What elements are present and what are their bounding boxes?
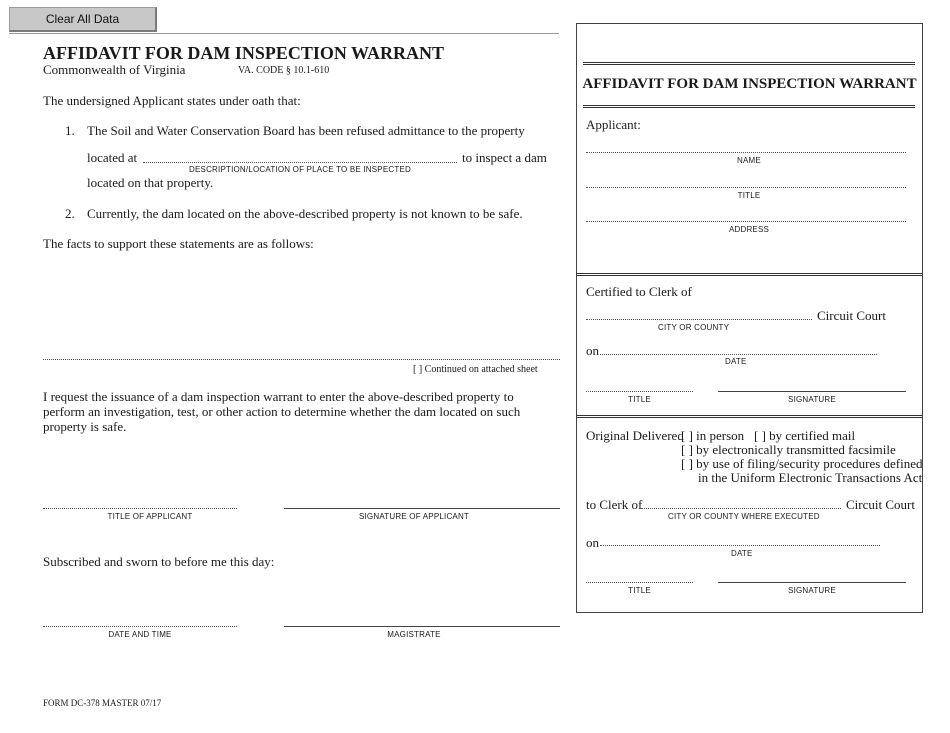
applicant-title-caption: TITLE xyxy=(737,191,761,200)
date-caption-2: DATE xyxy=(731,549,753,558)
item-1-number: 1. xyxy=(65,123,75,138)
on-label: on xyxy=(586,343,599,358)
date-and-time-caption: DATE AND TIME xyxy=(108,630,172,639)
address-field[interactable] xyxy=(586,221,906,222)
signature-of-applicant-field[interactable] xyxy=(284,508,560,509)
intro-text: The undersigned Applicant states under oath that: xyxy=(43,93,301,108)
location-caption: DESCRIPTION/LOCATION OF PLACE TO BE INSPECTED xyxy=(189,165,411,174)
panel-rule-top xyxy=(583,62,915,65)
in-person-checkbox[interactable]: [ ] in person xyxy=(681,428,745,443)
title-of-applicant-caption: TITLE OF APPLICANT xyxy=(107,512,193,521)
panel-divider-1 xyxy=(576,273,923,276)
clear-all-data-button[interactable]: Clear All Data xyxy=(9,7,157,32)
continued-checkbox[interactable]: [ ] Continued on attached sheet xyxy=(413,364,538,375)
location-field[interactable] xyxy=(143,162,457,163)
certified-title-field[interactable] xyxy=(586,391,693,392)
form-title: AFFIDAVIT FOR DAM INSPECTION WARRANT xyxy=(43,43,445,63)
certified-city-field[interactable] xyxy=(586,319,812,320)
va-code-label: VA. CODE § 10.1-610 xyxy=(238,65,330,76)
executed-city-field[interactable] xyxy=(641,508,841,509)
request-line-2: perform an investigation, test, or other action to determine whether the dam located on such xyxy=(43,404,521,419)
circuit-court-label-2: Circuit Court xyxy=(846,497,915,512)
header-rule xyxy=(9,33,559,34)
magistrate-field[interactable] xyxy=(284,626,560,627)
to-clerk-label: to Clerk of xyxy=(586,497,643,512)
executed-title-field[interactable] xyxy=(586,582,693,583)
request-line-3: property is safe. xyxy=(43,419,127,434)
applicant-label: Applicant: xyxy=(586,117,641,132)
certified-signature-caption: SIGNATURE xyxy=(788,395,836,404)
item-2-text: Currently, the dam located on the above-described property is not known to be safe. xyxy=(87,206,523,221)
city-county-caption: CITY OR COUNTY xyxy=(658,323,730,332)
item-2-number: 2. xyxy=(65,206,75,221)
executed-title-caption: TITLE xyxy=(628,586,651,595)
executed-signature-caption: SIGNATURE xyxy=(788,586,836,595)
filing-security-checkbox[interactable]: [ ] by use of filing/security procedures defined xyxy=(681,456,923,471)
certified-date-field[interactable] xyxy=(600,354,877,355)
signature-of-applicant-caption: SIGNATURE OF APPLICANT xyxy=(358,512,470,521)
to-inspect-label: to inspect a dam xyxy=(462,150,547,165)
date-caption: DATE xyxy=(725,357,747,366)
circuit-court-label: Circuit Court xyxy=(817,308,886,323)
certified-title-caption: TITLE xyxy=(628,395,651,404)
executed-signature-field[interactable] xyxy=(718,582,906,583)
executed-date-field[interactable] xyxy=(600,545,880,546)
certified-mail-checkbox[interactable]: [ ] by certified mail xyxy=(754,428,856,443)
panel-rule-bottom xyxy=(583,105,915,108)
name-caption: NAME xyxy=(737,156,761,165)
original-delivered-label: Original Delivered xyxy=(586,428,684,443)
facsimile-checkbox[interactable]: [ ] by electronically transmitted facsimile xyxy=(681,442,896,457)
subscribed-text: Subscribed and sworn to before me this day: xyxy=(43,554,275,569)
executed-city-caption: CITY OR COUNTY WHERE EXECUTED xyxy=(668,512,820,521)
filing-security-text: in the Uniform Electronic Transactions Act xyxy=(698,470,923,485)
request-line-1: I request the issuance of a dam inspection warrant to enter the above-described property to xyxy=(43,389,514,404)
title-of-applicant-field[interactable] xyxy=(43,508,237,509)
facts-textarea[interactable] xyxy=(43,252,560,357)
address-caption: ADDRESS xyxy=(728,225,770,234)
magistrate-caption: MAGISTRATE xyxy=(387,630,441,639)
date-and-time-field[interactable] xyxy=(43,626,237,627)
certified-signature-field[interactable] xyxy=(718,391,906,392)
panel-divider-2 xyxy=(576,415,923,418)
commonwealth-label: Commonwealth of Virginia xyxy=(43,62,186,77)
certified-label: Certified to Clerk of xyxy=(586,284,692,299)
applicant-title-field[interactable] xyxy=(586,187,906,188)
form-number: FORM DC-378 MASTER 07/17 xyxy=(43,698,162,708)
item-1-text: The Soil and Water Conservation Board has been refused admittance to the property xyxy=(87,123,525,138)
panel-title: AFFIDAVIT FOR DAM INSPECTION WARRANT xyxy=(582,76,917,92)
facts-line xyxy=(43,359,560,360)
facts-label: The facts to support these statements are as follows: xyxy=(43,236,314,251)
located-on-text: located on that property. xyxy=(87,175,214,190)
name-field[interactable] xyxy=(586,152,906,153)
on-label-2: on xyxy=(586,535,599,550)
located-at-label: located at xyxy=(87,150,138,165)
